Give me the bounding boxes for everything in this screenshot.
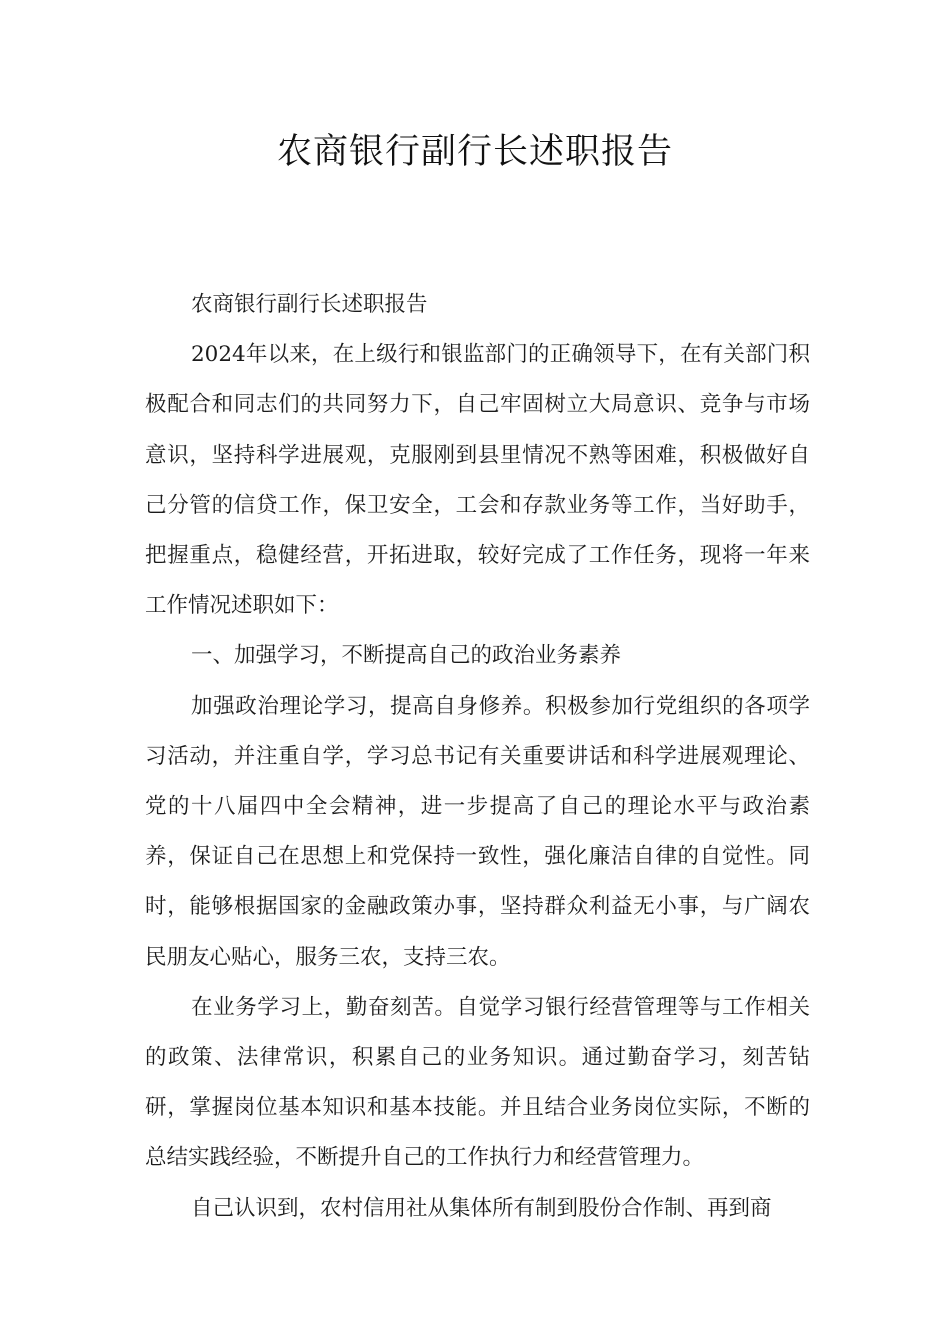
section-heading-1: 一、加强学习，不断提高自己的政治业务素养	[191, 643, 622, 669]
body-paragraph-awareness: 自己认识到，农村信用社从集体所有制到股份合作制、再到商	[191, 1195, 772, 1221]
document-body	[145, 280, 810, 1234]
body-paragraph-business-study: 在业务学习上，勤奋刻苦。自觉学习银行经营管理等与工作相关的政策、法律常识，积累自己的业务知识。通过勤奋学习，刻苦钻研，掌握岗位基本知识和基本技能。并且结合业务岗位实际，不断的总结实践经验，不断提升自己的工作执行力和经营管理力。	[145, 994, 810, 1171]
document-title: 农商银行副行长述职报告	[276, 132, 673, 172]
body-paragraph-heading: 农商银行副行长述职报告	[191, 292, 428, 317]
body-paragraph-intro: 2024年以来，在上级行和银监部门的正确领导下，在有关部门积极配合和同志们的共同努力下，自己牢固树立大局意识、竞争与市场意识，坚持科学进展观，克服刚到县里情况不熟等困难，积极做好自己分管的信贷工作，保卫安全，工会和存款业务等工作，当好助手，把握重点，稳健经营，开拓进取，较好完成了工作任务，现将一年来工作情况述职如下：	[145, 342, 810, 619]
body-paragraph-political-study: 加强政治理论学习，提高自身修养。积极参加行党组织的各项学习活动，并注重自学，学习总书记有关重要讲话和科学进展观理论、党的十八届四中全会精神，进一步提高了自己的理论水平与政治素养，保证自己在思想上和党保持一致性，强化廉洁自律的自觉性。同时，能够根据国家的金融政策办事，坚持群众利益无小事，与广阔农民朋友心贴心，服务三农，支持三农。	[145, 693, 810, 970]
